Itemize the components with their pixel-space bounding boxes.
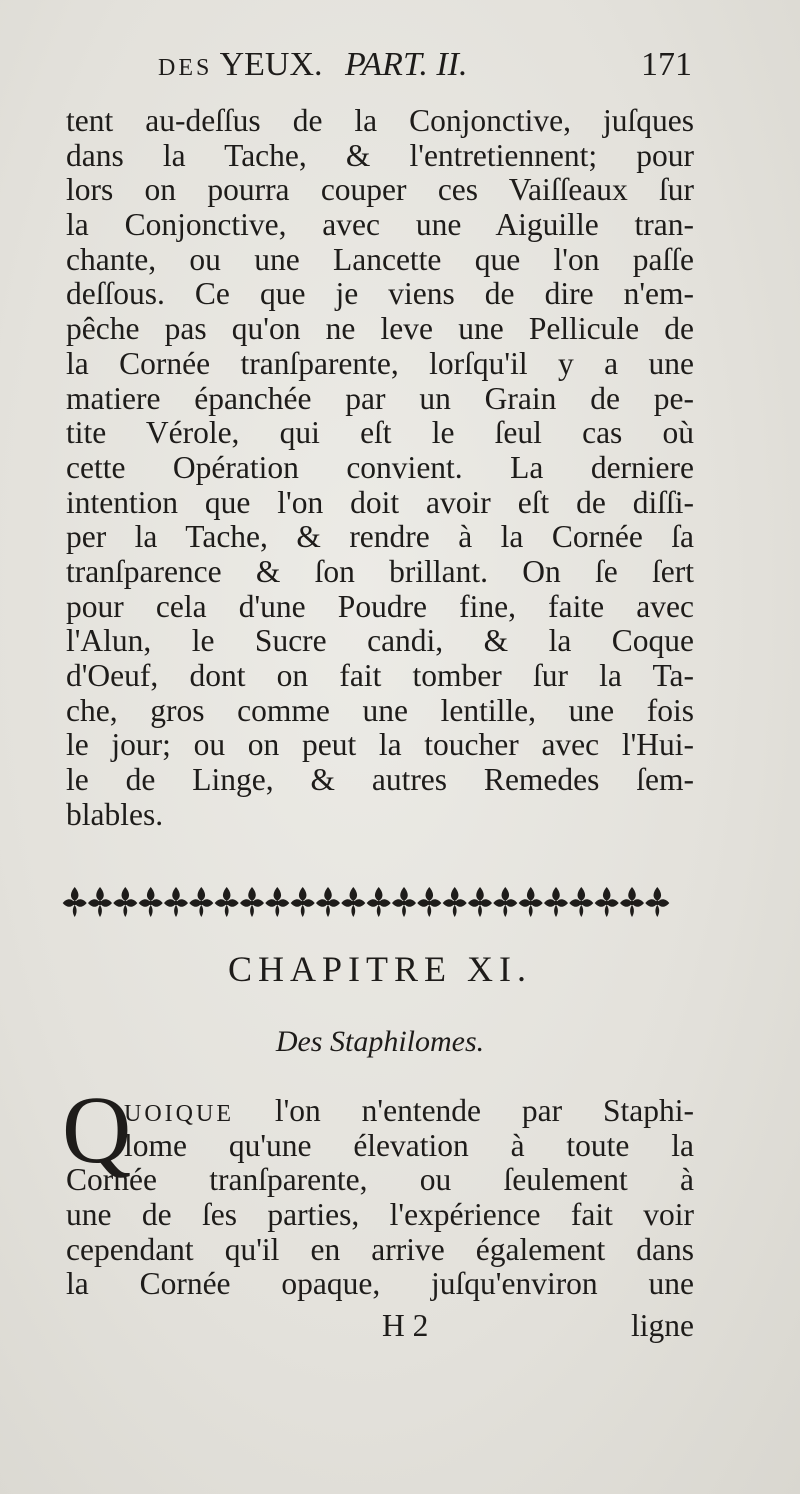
opening-line-rest: l'on n'entende par Staphi- <box>274 1094 694 1128</box>
fleuron-icon <box>265 887 289 917</box>
text-line: lome qu'une élevation à toute la <box>124 1128 694 1163</box>
fleuron-icon <box>392 887 416 917</box>
fleuron-icon <box>240 887 264 917</box>
catchword: ligne <box>631 1308 694 1343</box>
fleuron-icon <box>189 887 213 917</box>
text-line: cependant qu'il en arrive également dans <box>66 1232 694 1267</box>
chapter-subtitle: Des Staphilomes. <box>275 1025 485 1058</box>
fleuron-icon <box>595 887 619 917</box>
fleuron-icon <box>544 887 568 917</box>
text-line: intention que l'on doit avoir eſt de diſſi- <box>66 485 694 520</box>
fleuron-icon <box>164 887 188 917</box>
running-head-title: YEUX. <box>219 46 323 83</box>
page-number: 171 <box>641 46 692 83</box>
text-line: per la Tache, & rendre à la Cornée ſa <box>66 520 694 555</box>
page-footer <box>66 1304 694 1348</box>
text-line: matiere épanchée par un Grain de pe- <box>66 381 694 416</box>
text-line: deſſous. Ce que je viens de dire n'em- <box>66 277 694 312</box>
running-head-part: PART. II. <box>345 46 468 83</box>
running-head-smallcaps: DES <box>158 55 213 81</box>
fleuron-icon <box>620 887 644 917</box>
text-line: l'Alun, le Sucre candi, & la Coque <box>66 624 694 659</box>
signature-mark: H 2 <box>382 1308 429 1343</box>
text-line: blables. <box>66 797 164 832</box>
fleuron-icon <box>63 887 87 917</box>
fleuron-icon <box>215 887 239 917</box>
text-line: d'Oeuf, dont on fait tomber ſur la Ta- <box>66 659 694 693</box>
fleuron-icon <box>493 887 517 917</box>
text-line: la Cornée opaque, juſqu'environ une <box>66 1267 694 1302</box>
fleuron-icon <box>139 887 163 917</box>
text-line: pêche pas qu'on ne leve une Pellicule de <box>66 312 694 347</box>
text-line: che, gros comme une lentille, une fois <box>66 693 694 728</box>
text-line: tranſparence & ſon brillant. On ſe ſert <box>66 554 694 589</box>
fleuron-icon <box>88 887 112 917</box>
fleuron-icon <box>645 887 669 917</box>
fleuron-icon <box>519 887 543 917</box>
text-line: la Cornée tranſparente, lorſqu'il y a une <box>66 346 694 381</box>
fleuron-icon <box>113 887 137 917</box>
text-line: tite Vérole, qui eſt le ſeul cas où <box>66 416 694 451</box>
text-line: chante, ou une Lancette que l'on paſſe <box>66 242 694 277</box>
text-line: lors on pourra couper ces Vaiſſeaux ſur <box>66 173 694 208</box>
fleuron-icon <box>569 887 593 917</box>
fleuron-icon <box>417 887 441 917</box>
text-line: tent au-deſſus de la Conjonctive, juſques <box>66 104 694 138</box>
fleuron-ornament-band <box>62 878 670 924</box>
fleuron-icon <box>367 887 391 917</box>
running-header <box>158 40 698 90</box>
opening-line <box>66 1094 694 1129</box>
fleuron-icon <box>443 887 467 917</box>
opening-word-smallcaps: UOIQUE <box>124 1101 234 1127</box>
text-line: le jour; ou on peut la toucher avec l'Hui- <box>66 728 694 763</box>
text-line: cette Opération convient. La derniere <box>66 450 694 485</box>
fleuron-icon <box>468 887 492 917</box>
paragraph-chapter-opening <box>66 1094 694 1302</box>
text-line: pour cela d'une Poudre fine, faite avec <box>66 589 694 624</box>
paragraph-continued <box>66 104 694 832</box>
drop-cap: Q <box>62 1076 132 1183</box>
text-line: une de ſes parties, l'expérience fait voir <box>66 1198 694 1233</box>
text-line: la Conjonctive, avec une Aiguille tran- <box>66 208 694 243</box>
fleuron-icon <box>341 887 365 917</box>
text-line: dans la Tache, & l'entretiennent; pour <box>66 138 694 173</box>
chapter-title: CHAPITRE XI. <box>228 949 532 989</box>
fleuron-icon <box>291 887 315 917</box>
text-line: le de Linge, & autres Remedes ſem- <box>66 763 694 798</box>
fleuron-icon <box>316 887 340 917</box>
text-line: Cornée tranſparente, ou ſeulement à <box>66 1163 694 1198</box>
